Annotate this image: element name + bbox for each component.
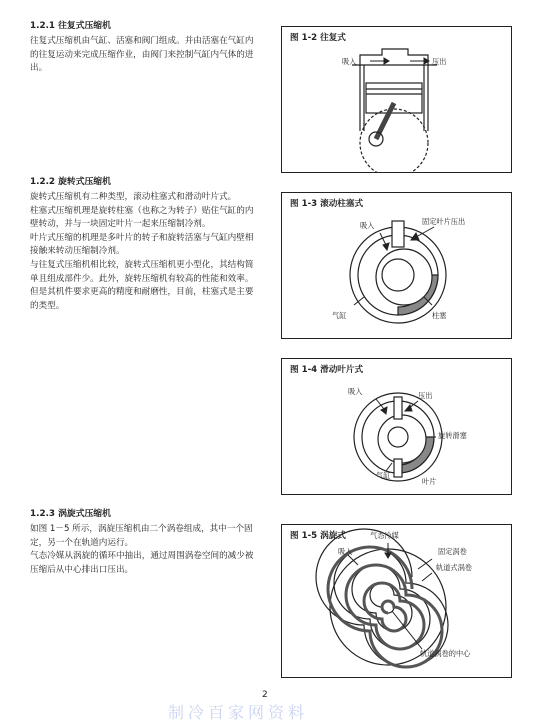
paragraph: 往复式压缩机由气缸、活塞和阀门组成。并由活塞在气缸内的往复运动来完成压缩作业，由阀门来控制气缸内气体的进出。 [30,36,254,74]
label-gas-refrigerant: 气态冷媒 [370,531,399,540]
paragraph: 气态冷媒从涡旋的循环中抽出，通过周围涡卷空间的减少被压缩后从中心排出口压出。 [30,551,254,575]
section-title: 1.2.3 涡旋式压缩机 [30,509,111,519]
label-suction: 吸入 [360,221,375,230]
label-cylinder: 气缸 [376,471,391,480]
label-orbiting-scroll: 轨道式涡卷 [436,563,472,572]
figure-rolling-piston [281,192,512,339]
figure-title: 图 1-3 滚动柱塞式 [290,199,364,209]
paragraph: 如图 1－5 所示，涡旋压缩机由二个涡卷组成，其中一个固定，另一个在轨道内运行。 [30,524,253,548]
section-title: 1.2.1 往复式压缩机 [30,21,111,31]
page-number: 2 [262,690,268,700]
label-vane: 叶片 [422,477,437,486]
section-reciprocating [30,20,262,76]
paragraph: 叶片式压缩的机理是多叶片的转子和旋转活塞与气缸内壁相接触来转动压缩制冷剂。 [30,232,254,257]
label-fixed-vane: 固定叶片压出 [422,217,466,226]
paragraph: 柱塞式压缩机理是旋转柱塞（也称之为转子）贴住气缸的内壁转动，并与一块固定叶片一起来压缩制冷剂。 [30,205,254,230]
sliding-vane-diagram [282,359,511,494]
figure-title: 图 1-2 往复式 [290,33,346,43]
label-rotary-piston: 旋转滑塞 [438,431,467,440]
figure-title: 图 1-4 滑动叶片式 [290,365,364,375]
label-discharge: 压出 [432,57,447,66]
watermark-text: 制冷百家网资料 [168,703,309,722]
label-orbit-center: 轨道涡卷的中心 [420,649,471,658]
label-piston: 柱塞 [432,311,447,320]
label-cylinder: 气缸 [332,311,347,320]
label-discharge: 压出 [418,391,433,400]
rolling-piston-diagram [282,193,511,338]
paragraph: 旋转式压缩机有二种类型，滚动柱塞式和滑动叶片式。 [30,192,237,202]
scroll-compressor-diagram [282,525,511,677]
figure-title: 图 1-5 涡旋式 [290,531,346,541]
figure-sliding-vane [281,358,512,495]
reciprocating-compressor-diagram [282,27,511,172]
label-suction: 吸入 [338,547,353,556]
section-rotary [30,176,262,313]
label-suction: 吸入 [342,57,357,66]
section-scroll [30,508,262,577]
figure-reciprocating [281,26,512,173]
paragraph: 与往复式压缩机相比较，旋转式压缩机更小型化，其结构简单且组成部件少。此外，旋转压缩机有较高的性能和效率。但是其机件要求更高的精度和耐磨性，目前，柱塞式是主要的类型。 [30,259,254,311]
section-title: 1.2.2 旋转式压缩机 [30,177,111,187]
figure-scroll [281,524,512,678]
label-suction: 吸入 [348,387,363,396]
label-fixed-scroll: 固定涡卷 [438,547,467,556]
